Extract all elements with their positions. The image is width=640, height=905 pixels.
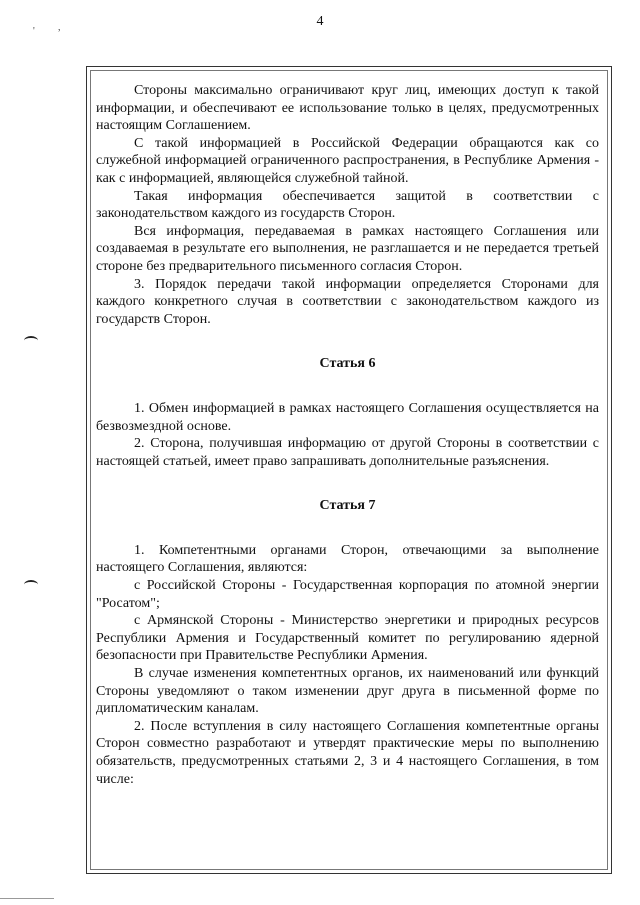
paragraph: с Российской Стороны - Государственная корпорация по атомной энергии "Росатом";	[96, 578, 599, 611]
paragraph: 2. Сторона, получившая информацию от другой Стороны в соответствии с настоящей статьей, имеет право запрашивать дополнительные разъяснения.	[96, 436, 599, 469]
hole-punch-mark-lower	[24, 580, 38, 589]
paragraph: С такой информацией в Российской Федерации обращаются как со служебной информацией ограниченного распространения, в Республике Армения - как с информацией, являющейся служебной тайной.	[96, 135, 599, 186]
scan-mark-top-left: '	[33, 26, 35, 37]
paragraph: с Армянской Стороны - Министерство энергетики и природных ресурсов Республики Армения и Государственный комитет по регулированию ядерной безопасности при Правительстве Республики Армения.	[96, 613, 599, 664]
article-heading: Статья 7	[319, 498, 376, 514]
hole-punch-mark-upper	[24, 336, 38, 345]
paragraph: 1. Компетентными органами Сторон, отвечающими за выполнение настоящего Соглашения, являются:	[96, 542, 599, 576]
paragraph: Вся информация, передаваемая в рамках настоящего Соглашения или создаваемая в результате его выполнения, не разглашается и не передается третьей стороне без предварительного письменного согласия Сторон.	[96, 223, 599, 274]
document-body	[96, 82, 599, 788]
page-number: 4	[316, 14, 324, 29]
scan-mark-top-left-2: ,	[58, 22, 61, 33]
article-heading: Статья 6	[319, 356, 376, 372]
paragraph: 3. Порядок передачи такой информации определяется Сторонами для каждого конкретного случая в соответствии с законодательством каждого из государств Сторон.	[96, 276, 599, 327]
paragraph: 2. После вступления в силу настоящего Соглашения компетентные органы Сторон совместно разработают и утвердят практические меры по выполнению обязательств, предусмотренных статьями 2, 3 и 4 настоящего Соглашения, в том числе:	[96, 718, 599, 787]
scan-edge-line	[0, 898, 54, 899]
paragraph: 1. Обмен информацией в рамках настоящего Соглашения осуществляется на безвозмездной основе.	[96, 400, 599, 434]
paragraph: Такая информация обеспечивается защитой в соответствии с законодательством каждого из государств Сторон.	[96, 188, 599, 222]
paragraph: Стороны максимально ограничивают круг лиц, имеющих доступ к такой информации, и обеспечивают ее использование только в целях, предусмотренных настоящим Соглашением.	[96, 83, 599, 134]
paragraph: В случае изменения компетентных органов, их наименований или функций Стороны уведомляют о таком изменении друг друга в письменной форме по дипломатическим каналам.	[96, 666, 599, 717]
